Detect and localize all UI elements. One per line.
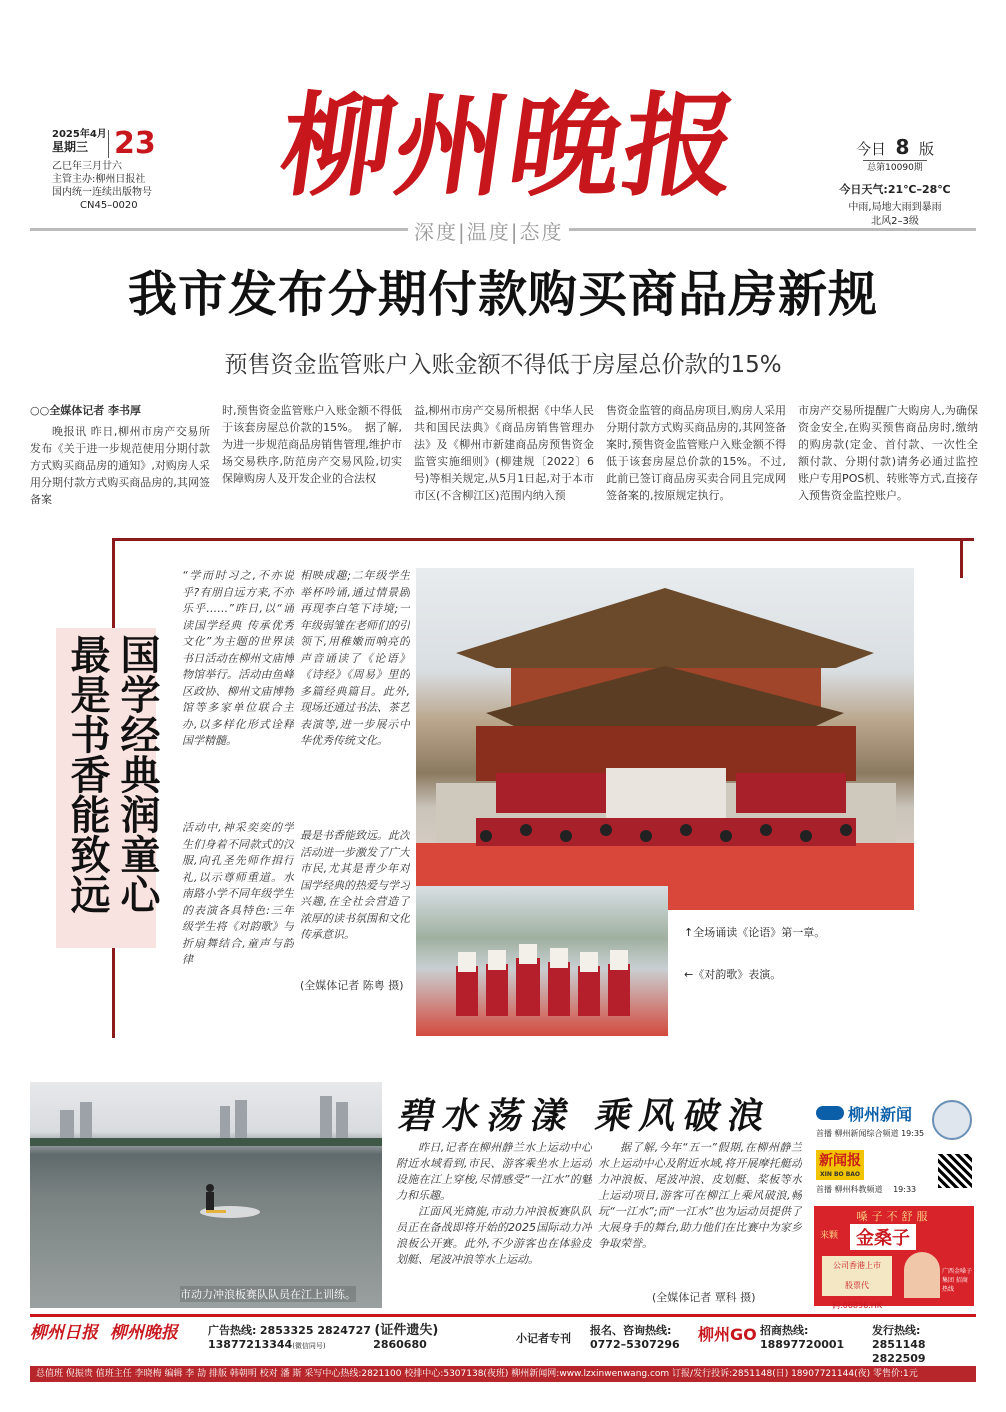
lead-headline: 我市发布分期付款购买商品房新规 <box>127 266 878 323</box>
date-day: 23 <box>114 126 156 161</box>
photo-caption-1: ↑全场诵读《论语》第一章。 <box>684 926 826 939</box>
sports-text-1: 昨日,记者在柳州静兰水上运动中心附近水域看到,市民、游客乘坐水上运动设施在江上穿梭,尽情感受“一江水”的魅力和乐趣。 <box>396 1141 592 1202</box>
wind: 北风2–3级 <box>871 216 919 227</box>
feature-text-2: 活动中,神采奕奕的学生们身着不同款式的汉服,向孔圣先师作揖行礼,以示尊师重道。水南路小学不同年级学生的表演各具特色:三年级学生将《对韵歌》与折扇舞结合,童声与韵律 <box>182 821 294 966</box>
throat-ad-brand: 金桑子 <box>850 1224 916 1250</box>
masthead-logo: 柳州晚报 <box>272 81 748 212</box>
issn-label: 国内统一连续出版物号 <box>52 187 152 198</box>
sports-headline: 碧水荡漾 乘风破浪 <box>395 1095 776 1137</box>
feature-text-4: 最是书香能致远。此次活动进一步激发了广大市民,尤其是青少年对国学经典的热爱与学习兴趣,在全社会营造了浓厚的读书氛围和文化传承意识。 <box>300 829 410 941</box>
feature-text-1: “学而时习之,不亦说乎?有朋自远方来,不亦乐乎……”昨日,以“诵读国学经典 传承优秀文化”为主题的世界读书日活动在柳州文庙博物馆举行。活动由鱼峰区政协、柳州文庙博物馆等多家单位联合主办,以多样化形式诠释国学精髓。 <box>182 569 294 747</box>
lead-body <box>30 402 976 512</box>
lead-col-1 <box>30 402 210 508</box>
weather-detail: 中雨,局地大雨到暴雨 <box>848 202 942 213</box>
date-divider <box>108 130 109 158</box>
date-weekday: 星期三 <box>52 140 89 154</box>
feature-title-1: 国学经典润童心 <box>114 634 161 914</box>
footer-recruit: 招商热线: 18897720001 <box>760 1324 845 1351</box>
lead-subhead: 预售资金监管账户入账金额不得低于房屋总价款的15% <box>224 352 782 378</box>
date-block <box>52 128 212 212</box>
surf-photo-caption: 市动力冲浪板赛队队员在江上训练。 <box>180 1288 356 1301</box>
footer-issue: 发行热线: 2851148 2822509 <box>872 1324 926 1365</box>
slogan: 深度|温度|态度 <box>408 216 569 245</box>
qr-code-icon <box>938 1154 972 1188</box>
footer-go-logo: 柳州GO <box>698 1325 757 1344</box>
edition-info <box>810 135 980 229</box>
performance-illustration <box>416 886 668 1036</box>
lead-col-2: 时,预售资金监管账户入账金额不得低于该套房屋总价款的15%。 据了解,为进一步规范商品房销售管理,维护市场交易秩序,防范房产交易风险,切实保障购房人及开发企业的合法权 <box>222 404 402 485</box>
cn-number: CN45–0020 <box>80 200 138 211</box>
tv2-schedule: 首播 柳州科教频道 19:33 <box>816 1185 917 1194</box>
spokesperson-image <box>904 1252 940 1298</box>
feature-title-2: 最是书香能致远 <box>64 634 111 914</box>
tv-qr-icon <box>932 1100 972 1140</box>
feature-frame-edge <box>960 538 963 578</box>
sports-text-2: 江面风光旖旎,市动力冲浪板赛队队员正在备战即将开始的2025国际动力冲浪板公开赛。此外,不少游客也在体验皮划艇、尾波冲浪等水上运动。 <box>396 1205 592 1266</box>
surf-illustration <box>30 1082 382 1308</box>
feature-text-3: 相映成趣;二年级学生举杯吟诵,通过情景剧再现李白笔下诗境;一年级弱雏在老师们的引领下,用稚嫩而响亮的声音诵读了《论语》《诗经》《周易》里的多篇经典篇目。此外,现场还通过书法、茶艺表演等,进一步展示中华优秀传统文化。 <box>300 569 410 747</box>
throat-ad-contact: 广西金嗓子集团 招商热线 <box>942 1268 973 1293</box>
date-year-month: 2025年4月 <box>52 129 107 140</box>
temple-illustration <box>416 568 914 910</box>
temple-photo <box>416 568 914 910</box>
lead-col-3: 益,柳州市房产交易所根据《中华人民共和国民法典》《商品房销售管理办法》及《柳州市新建商品房预售资金监管实施细则》(柳建规〔2022〕6号)等相关规定,从5月1日起,对于本市市区(不含柳江区)范围内纳入预 <box>414 404 594 502</box>
throat-ad <box>814 1206 974 1310</box>
footer-ad-hotline: 广告热线: 2853325 2824727 (证件遗失) 13877213344(微信同号) 2860680 <box>208 1323 439 1351</box>
tv2-logo: 新闻报 XIN BO BAO <box>816 1150 864 1180</box>
footer-rule <box>30 1314 976 1317</box>
footer-signup: 报名、咨询热线: 0772–5307296 <box>590 1324 680 1351</box>
ad-column <box>812 1098 976 1308</box>
lead-col-5: 市房产交易所提醒广大购房人,为确保资金安全,在购买预售商品房时,缴纳的购房款(定金、首付款、一次性全额付款、分期付款)请务必通过监控账户专用POS机、转账等方式,直接存入预售资金监控账户。 <box>798 404 978 502</box>
lunar-date: 乙巳年三月廿六 <box>52 161 122 172</box>
throat-ad-tagline: 嗓子不舒服 <box>856 1210 932 1223</box>
throat-ad-prefix: 来颗 <box>820 1231 839 1241</box>
surf-photo <box>30 1082 382 1308</box>
performance-photo <box>416 886 668 1036</box>
tv-news-logo: 柳州新闻 <box>816 1102 912 1125</box>
lead-byline: ○○全媒体记者 李书厚 <box>30 404 142 417</box>
footer <box>30 1322 976 1365</box>
footer-papers: 柳州日报 柳州晚报 <box>30 1323 178 1343</box>
weather: 今日天气:21℃–28℃ <box>839 183 951 196</box>
feature-byline: (全媒体记者 陈粤 摄) <box>300 979 404 992</box>
sports-byline: (全媒体记者 覃科 摄) <box>652 1291 756 1304</box>
footer-junior: 小记者专刊 <box>516 1332 571 1345</box>
total-issue: 总第10090期 <box>863 160 927 175</box>
photo-caption-2: ←《对韵歌》表演。 <box>684 968 782 981</box>
throat-ad-listing: 公司香港上市 股票代码:06896.HK <box>822 1256 892 1296</box>
lead-col-4: 售资金监管的商品房项目,购房人采用分期付款方式购买商品房的,其网签备案时,预售资金监管账户入账金额不得低于该套房屋总价款的15%。不过,此前已签订商品房买卖合同且完成网签备案的,按原规定执行。 <box>606 404 786 502</box>
credits-bar: 总值班 倪振贵 值班主任 李晓梅 编辑 李 劼 排版 韩朝明 校对 潘 斯 采写中心热线:2821100 校排中心:5307138(夜班) 柳州新闻网:www.lzxinwenwang.com 订报/发行投诉:2851148(日) 18907721144(夜) 零售价:1元 <box>30 1366 976 1382</box>
page-count: 今日 8 版 <box>855 135 935 159</box>
tv-news-icon <box>816 1106 844 1120</box>
tv-news-schedule: 首播 柳州新闻综合频道 19:35 <box>816 1129 925 1138</box>
lead-col-1-text: 晚报讯 昨日,柳州市房产交易所发布《关于进一步规范使用分期付款方式购买商品房的通知》,对购房人采用分期付款方式购买商品房的,其网签备案 <box>30 425 210 506</box>
sports-text-3: 据了解,今年“五一”假期,在柳州静兰水上运动中心及附近水域,将开展摩托艇动力冲浪板、尾波冲浪、皮划艇、桨板等水上运动项目,游客可在柳江上乘风破浪,畅玩“一江水”;而“一江水”也为运动员提供了大展身手的舞台,助力他们在比赛中为家乡争取荣誉。 <box>598 1141 802 1250</box>
sponsor: 主管主办:柳州日报社 <box>52 174 146 185</box>
